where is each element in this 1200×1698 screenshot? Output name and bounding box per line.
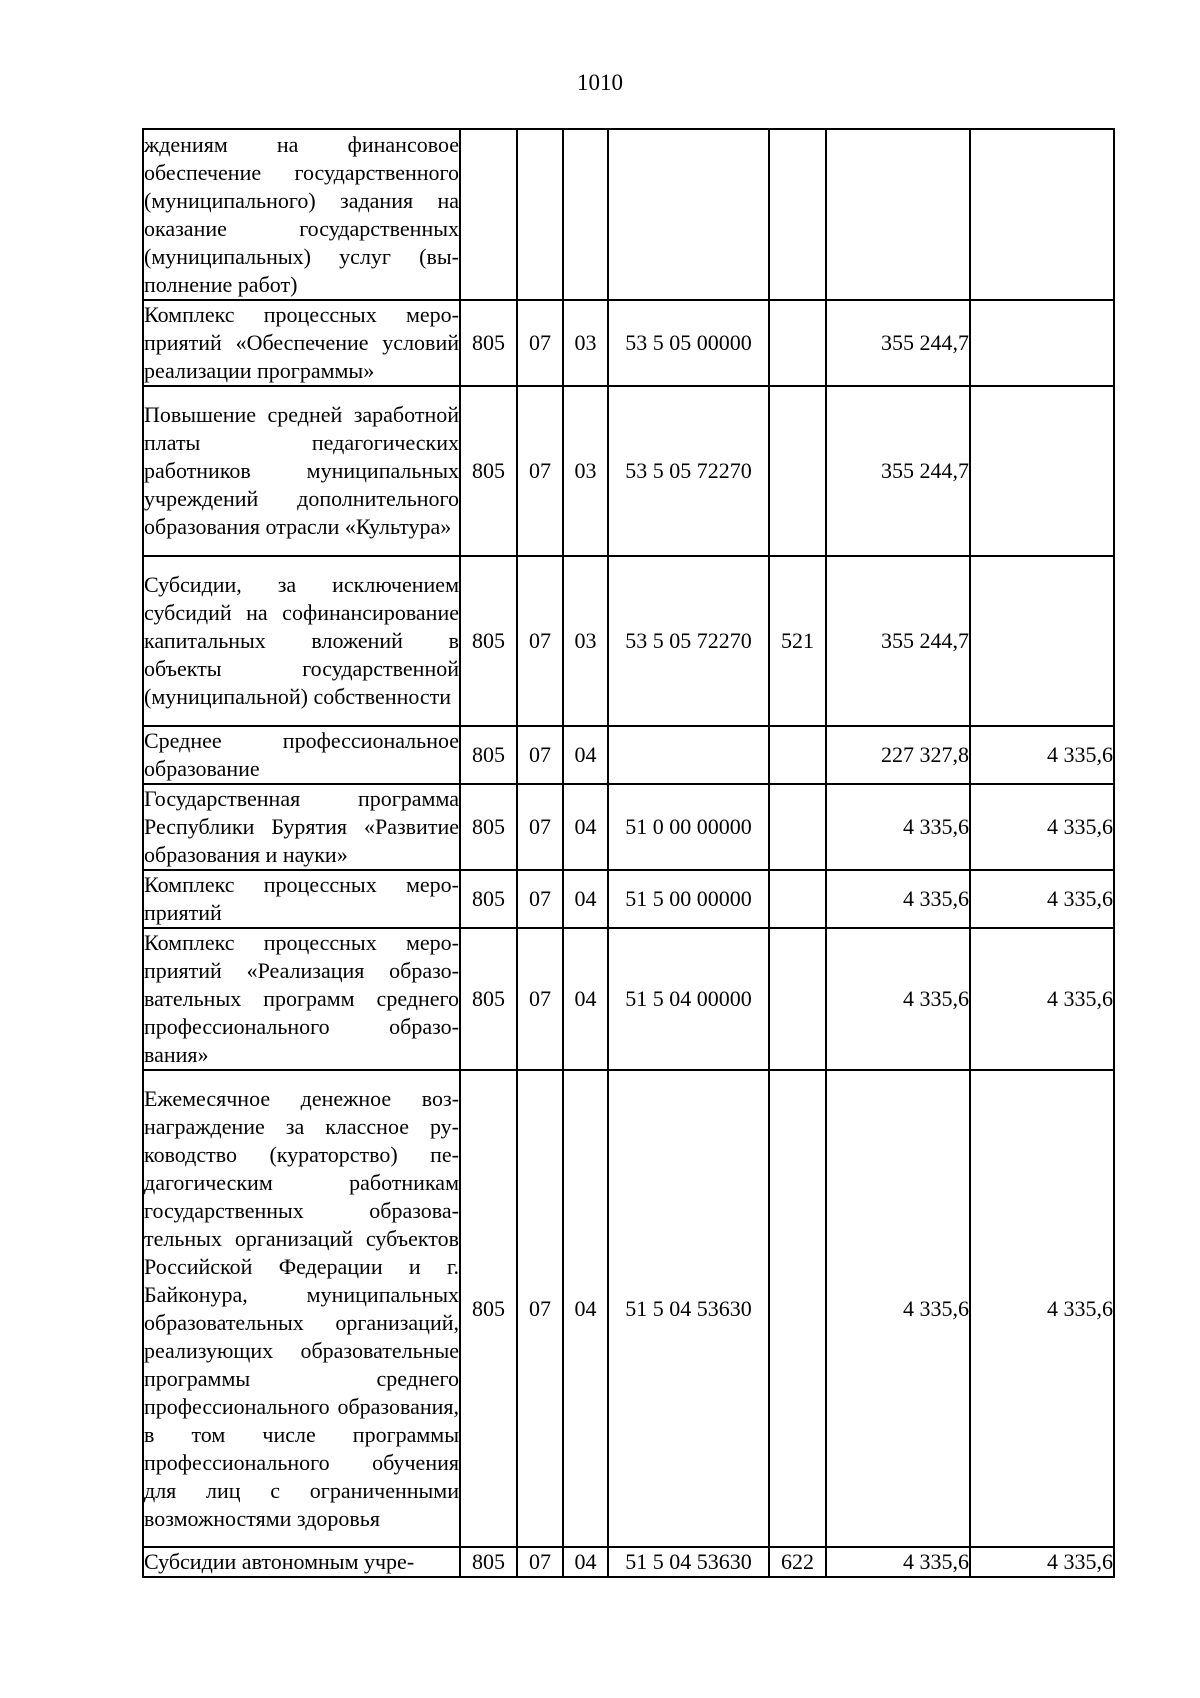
row-name: Среднее профессиональное образование [143, 726, 460, 784]
target-article-code: 51 5 04 00000 [608, 928, 769, 1070]
row-name: Комплекс процессных мероприятий [143, 870, 460, 928]
section-code: 07 [517, 1070, 563, 1547]
ministry-code: 805 [460, 300, 517, 386]
row-name: Ежемесячное денежное вознаграждение за классное руководство (кураторство) педагогическим работникам государственных образовательных организаций субъектов Российской Федерации и г. Байконура, муниципальных образовательных организаций, реализующих образовательные программы среднего профессионального образования, в том числе программы профессионального обучения для лиц с ограниченными возможностями здоровья [143, 1070, 460, 1547]
subsection-code: 04 [563, 928, 608, 1070]
target-article-code: 51 0 00 00000 [608, 784, 769, 870]
target-article-code: 53 5 05 72270 [608, 386, 769, 556]
amount-col-1: 355 244,7 [826, 300, 970, 386]
expense-type-code [769, 870, 826, 928]
subsection-code: 03 [563, 386, 608, 556]
table-row [143, 928, 1114, 1070]
amount-col-2 [970, 386, 1114, 556]
amount-col-1: 4 335,6 [826, 784, 970, 870]
table-row [143, 1547, 1114, 1577]
target-article-code: 53 5 05 00000 [608, 300, 769, 386]
target-article-code [608, 129, 769, 300]
amount-col-2 [970, 300, 1114, 386]
expense-type-code [769, 1070, 826, 1547]
ministry-code: 805 [460, 784, 517, 870]
expense-type-code [769, 726, 826, 784]
table-row [143, 386, 1114, 556]
row-name: Комплекс процессных мероприятий «Обеспечение условий реализации программы» [143, 300, 460, 386]
expense-type-code: 521 [769, 556, 826, 726]
amount-col-1 [826, 129, 970, 300]
expense-type-code [769, 784, 826, 870]
row-name: ждениям на финансовое обеспечение государственного (муниципального) задания на оказание государственных (муниципальных) услуг (выполнение работ) [143, 129, 460, 300]
target-article-code [608, 726, 769, 784]
ministry-code: 805 [460, 928, 517, 1070]
amount-col-1: 4 335,6 [826, 928, 970, 1070]
amount-col-1: 227 327,8 [826, 726, 970, 784]
ministry-code: 805 [460, 726, 517, 784]
subsection-code: 04 [563, 870, 608, 928]
amount-col-2: 4 335,6 [970, 1547, 1114, 1577]
amount-col-2: 4 335,6 [970, 784, 1114, 870]
ministry-code: 805 [460, 556, 517, 726]
ministry-code: 805 [460, 1547, 517, 1577]
subsection-code: 04 [563, 1547, 608, 1577]
subsection-code: 03 [563, 300, 608, 386]
table-row [143, 1070, 1114, 1547]
row-name: Комплекс процессных мероприятий «Реализация образовательных программ среднего профессионального образования» [143, 928, 460, 1070]
amount-col-1: 355 244,7 [826, 556, 970, 726]
amount-col-1: 4 335,6 [826, 870, 970, 928]
ministry-code: 805 [460, 870, 517, 928]
amount-col-2: 4 335,6 [970, 1070, 1114, 1547]
table-row [143, 870, 1114, 928]
target-article-code: 51 5 04 53630 [608, 1070, 769, 1547]
expense-type-code [769, 129, 826, 300]
expense-type-code [769, 300, 826, 386]
table-row [143, 784, 1114, 870]
section-code: 07 [517, 726, 563, 784]
section-code: 07 [517, 556, 563, 726]
section-code: 07 [517, 1547, 563, 1577]
budget-table [142, 128, 1115, 1578]
subsection-code: 03 [563, 556, 608, 726]
table-row [143, 556, 1114, 726]
row-name: Субсидии автономным учре- [143, 1547, 460, 1577]
table-row [143, 129, 1114, 300]
amount-col-1: 4 335,6 [826, 1070, 970, 1547]
section-code: 07 [517, 870, 563, 928]
amount-col-2: 4 335,6 [970, 928, 1114, 1070]
amount-col-2 [970, 556, 1114, 726]
table-row [143, 300, 1114, 386]
section-code: 07 [517, 300, 563, 386]
expense-type-code: 622 [769, 1547, 826, 1577]
table-row [143, 726, 1114, 784]
target-article-code: 51 5 00 00000 [608, 870, 769, 928]
amount-col-1: 355 244,7 [826, 386, 970, 556]
target-article-code: 53 5 05 72270 [608, 556, 769, 726]
subsection-code: 04 [563, 784, 608, 870]
section-code: 07 [517, 386, 563, 556]
amount-col-1: 4 335,6 [826, 1547, 970, 1577]
row-name: Государственная программа Республики Бурятия «Развитие образования и науки» [143, 784, 460, 870]
target-article-code: 51 5 04 53630 [608, 1547, 769, 1577]
page-number: 1010 [577, 70, 623, 95]
row-name: Субсидии, за исключением субсидий на софинансирование капитальных вложений в объекты государственной (муниципальной) собственности [143, 556, 460, 726]
expense-type-code [769, 386, 826, 556]
section-code: 07 [517, 928, 563, 1070]
section-code: 07 [517, 784, 563, 870]
ministry-code: 805 [460, 386, 517, 556]
amount-col-2 [970, 129, 1114, 300]
amount-col-2: 4 335,6 [970, 870, 1114, 928]
section-code [517, 129, 563, 300]
subsection-code: 04 [563, 726, 608, 784]
amount-col-2: 4 335,6 [970, 726, 1114, 784]
row-name: Повышение средней заработной платы педагогических работников муниципальных учреждений дополнительного образования отрасли «Культура» [143, 386, 460, 556]
subsection-code [563, 129, 608, 300]
subsection-code: 04 [563, 1070, 608, 1547]
ministry-code [460, 129, 517, 300]
ministry-code: 805 [460, 1070, 517, 1547]
expense-type-code [769, 928, 826, 1070]
